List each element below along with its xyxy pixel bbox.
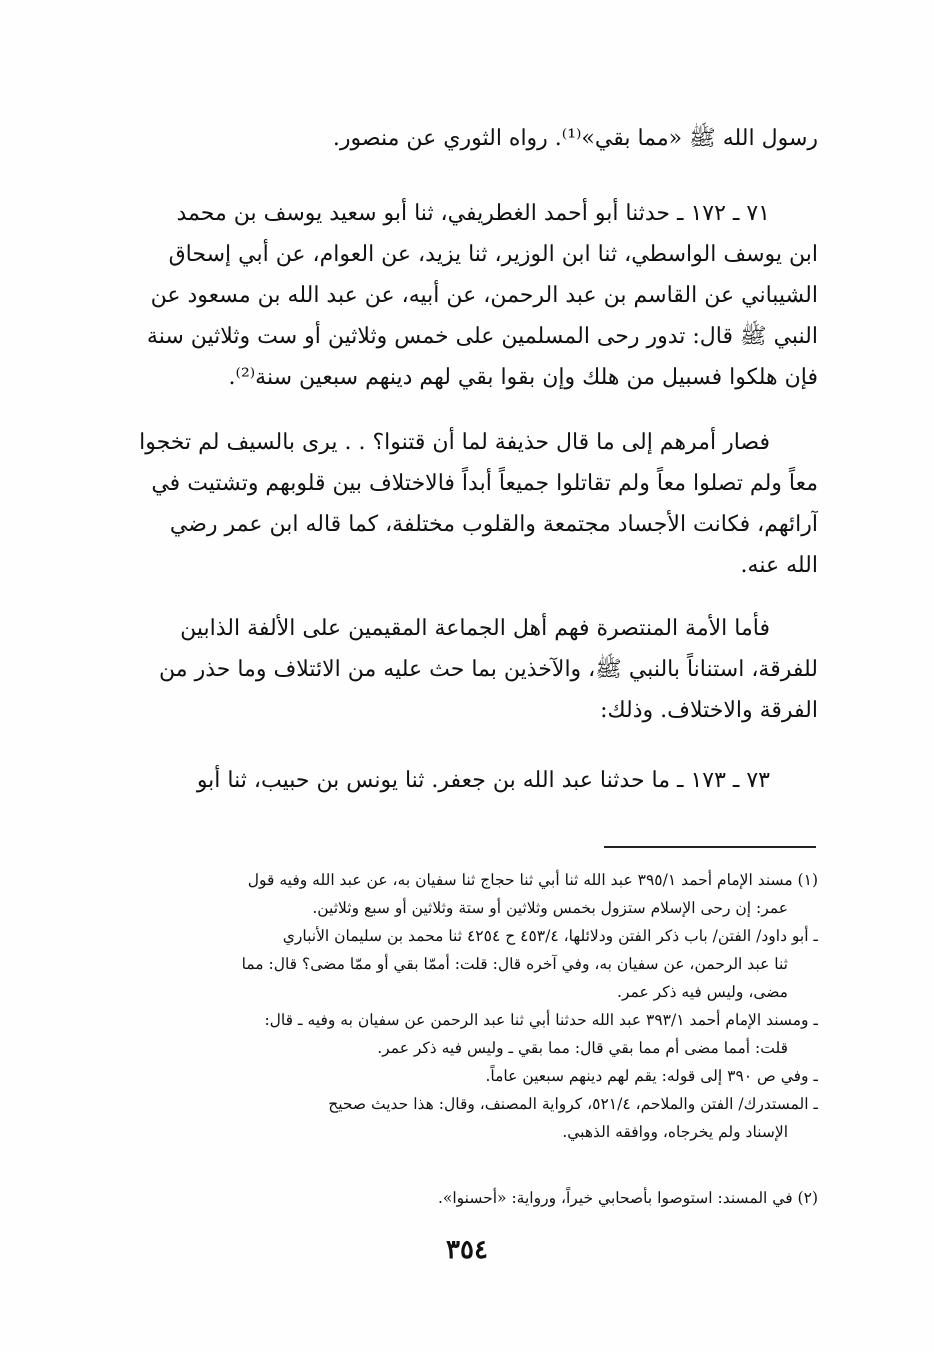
text-line: معاً ولم تصلوا معاً ولم تقاتلوا جميعاً أبداً فالاختلاف بين قلوبهم وتشتيت في [151, 471, 818, 496]
hadith-171 [118, 193, 818, 398]
footnote-line: (٢) في المسند: استوصوا بأصحابي خيراً، ورواية: «أحسنوا». [437, 1189, 818, 1207]
footnote-line: مضى، وليس فيه ذكر عمر. [617, 983, 788, 1001]
text-line: الشيباني عن القاسم بن عبد الرحمن، عن أبيه، عن عبد الله بن مسعود عن [150, 283, 818, 308]
footnote-line: ـ ومسند الإمام أحمد ٣٩٣/١ عبد الله حدثنا أبي ثنا عبد الرحمن عن سفيان به وفيه ـ قال: [264, 1011, 818, 1029]
text-line: آرائهم، فكانت الأجساد مجتمعة والقلوب مختلفة، كما قاله ابن عمر رضي [169, 512, 818, 537]
page-number: ٣٥٤ [446, 1235, 488, 1265]
text-line: ٧٣ ـ ١٧٣ ـ ما حدثنا عبد الله بن جعفر. ثنا يونس بن حبيب، ثنا أبو [196, 768, 770, 793]
paragraph-4 [118, 608, 818, 731]
text-line: ٧١ ـ ١٧٢ ـ حدثنا أبو أحمد الغطريفي، ثنا أبو سعيد يوسف بن محمد [176, 201, 770, 226]
footnote-line: (١) مسند الإمام أحمد ٣٩٥/١ عبد الله ثنا أبي ثنا حجاج ثنا سفيان به، عن عبد الله وفيه قول [247, 871, 818, 889]
footnote-line: الإسناد ولم يخرجاه، ووافقه الذهبي. [562, 1123, 788, 1141]
text-line: رسول الله ﷺ «مما بقي»⁽¹⁾. رواه الثوري عن منصور. [332, 126, 818, 151]
footnote-1 [118, 866, 818, 1146]
footnote-line: عمر: إن رحى الإسلام ستزول بخمس وثلاثين أو ستة وثلاثين أو سبع وثلاثين. [312, 899, 788, 917]
footnote-line: ثنا عبد الرحمن، عن سفيان به، وفي آخره قال: قلت: أممّا بقي أو ممّا مضى؟ قال: مما [241, 955, 788, 973]
footnote-line: قلت: أمما مضى أم مما بقي قال: مما بقي ـ وليس فيه ذكر عمر. [377, 1039, 788, 1057]
paragraph-3 [118, 422, 818, 586]
footnote-line: ـ أبو داود/ الفتن/ باب ذكر الفتن ودلائلها، ٤٥٣/٤ ح ٤٢٥٤ ثنا محمد بن سليمان الأنباري [282, 927, 818, 945]
footnote-line: ـ المستدرك/ الفتن والملاحم، ٥٢١/٤، كرواية المصنف، وقال: هذا حديث صحيح [328, 1095, 818, 1113]
footnote-separator [604, 846, 816, 848]
text-line: للفرقة، استناناً بالنبي ﷺ، والآخذين بما حث عليه من الائتلاف وما حذر من [159, 657, 818, 682]
text-line: ابن يوسف الواسطي، ثنا ابن الوزير، ثنا يزيد، عن العوام، عن أبي إسحاق [168, 242, 818, 267]
hadith-173 [118, 760, 818, 801]
text-line: فإن هلكوا فسبيل من هلك وإن بقوا بقي لهم دينهم سبعين سنة⁽²⁾. [228, 365, 818, 390]
footnote-2 [118, 1184, 818, 1212]
text-line: الفرقة والاختلاف. وذلك: [600, 698, 818, 723]
paragraph-1 [118, 118, 818, 159]
text-line: النبي ﷺ قال: تدور رحى المسلمين على خمس وثلاثين أو ست وثلاثين سنة [146, 324, 818, 349]
text-line: فصار أمرهم إلى ما قال حذيفة لما أن قتنوا؟ . . يرى بالسيف لم تخجوا [139, 430, 770, 455]
text-line: فأما الأمة المنتصرة فهم أهل الجماعة المقيمين على الألفة الذابين [180, 616, 770, 641]
footnote-line: ـ وفي ص ٣٩٠ إلى قوله: يقم لهم دينهم سبعين عاماً. [485, 1067, 818, 1085]
text-line: الله عنه. [740, 553, 818, 578]
